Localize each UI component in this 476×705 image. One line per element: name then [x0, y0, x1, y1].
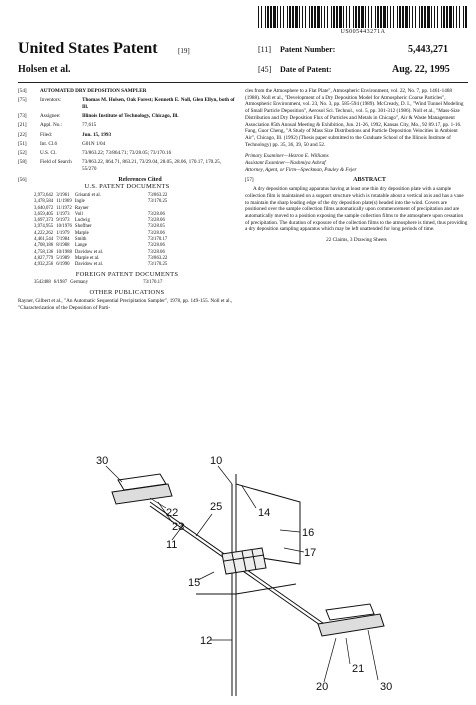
reference-cell: Shoffner [74, 224, 92, 230]
barcode-bar [465, 6, 467, 28]
base-arm-right [236, 584, 296, 594]
reference-cell: 73/28.05 [147, 224, 165, 230]
barcode-bar [273, 6, 276, 28]
biblio-row [18, 113, 236, 120]
abstract-text: A dry deposition sampling apparatus having at least one thin dry deposition plate with a sample collection film is maintained on a support structure which is rotatable about a vertical axis and has a vane to maintain the sharp leading edge of the dry deposition plate(s) headed into the wind. Covers are positioned over the sample collection films automatically upon commencement of precipitation and are automatically moved to a position exposing the sample collection films to the atmosphere upon cessation of precipitation. The duration of exposure of the collection films to the atmosphere is timed, thus providing a dry deposition sampling apparatus which may be left unattended for long periods of time. [245, 186, 468, 233]
reference-cell: 4,461,544 [34, 237, 54, 243]
figure-label: 23 [172, 521, 185, 533]
barcode-bar [424, 6, 426, 28]
reference-cell: 3,974,955 [34, 224, 54, 230]
biblio-label: Assignee: [40, 113, 61, 120]
patent-number-label: Patent Number: [280, 45, 336, 54]
other-pubs-left: Rayner, Gilbert et al., "An Automatic Sequential Precipitation Sampler", 1978, pp. 149-155. Noll et al., "Characterization of the Deposition of Parti- [18, 298, 233, 311]
patent-figure [0, 444, 476, 700]
figure-drawing [0, 444, 476, 700]
figure-label: 22 [166, 507, 179, 519]
biblio-code: [58] [18, 159, 27, 166]
figure-label: 25 [210, 501, 223, 513]
barcode-bar [353, 6, 354, 28]
right-column [245, 88, 468, 244]
barcode-bar [302, 6, 303, 28]
biblio-value: Jun. 15, 1993 [82, 131, 112, 138]
biblio-value: Thomas M. Holsen, Oak Forest; Kenneth E. Noll, Glen Ellyn, both of Ill. [82, 97, 235, 110]
biblio-value: AUTOMATED DRY DEPOSITION SAMPLER [40, 88, 147, 94]
figure-label: 11 [166, 539, 178, 551]
biblio-code: [22] [18, 131, 27, 138]
reference-cell: Davidow et al. [74, 262, 104, 268]
reference-cell: 73/28.06 [147, 249, 165, 255]
reference-cell: 8/1988 [56, 243, 70, 249]
reference-cell: 73/170.17 [143, 280, 163, 286]
barcode-bar [287, 6, 288, 28]
biblio-code: [21] [18, 122, 27, 129]
us-docs-heading: U.S. PATENT DOCUMENTS [84, 183, 170, 191]
reference-cell: 73/863.22 [147, 255, 168, 261]
barcode [258, 6, 468, 28]
barcode-bar [387, 6, 388, 28]
biblio-row [18, 97, 236, 110]
other-pubs-heading: OTHER PUBLICATIONS [89, 288, 165, 296]
reference-cell: 6/1990 [56, 262, 70, 268]
primary-examiner: Primary Examiner—Hezron E. Williams [245, 153, 329, 160]
figure-label: 16 [302, 527, 315, 539]
reference-cell: Voll [74, 211, 83, 217]
figure-label: 20 [316, 681, 329, 693]
figure-label: 30 [380, 681, 393, 693]
patent-date: Aug. 22, 1995 [392, 64, 450, 75]
attorney: Attorney, Agent, or Firm—Speckman, Pauley & Fejer [245, 166, 357, 173]
biblio-value: Illinois Institute of Technology, Chicago, Ill. [82, 113, 179, 120]
biblio-label: Filed: [40, 131, 53, 138]
barcode-bar [434, 6, 435, 28]
reference-cell: 11/1972 [56, 205, 72, 211]
reference-cell: 3,478,584 [34, 199, 54, 205]
barcode-bar [283, 6, 284, 28]
biblio-list [18, 88, 236, 173]
barcode-bar [377, 6, 379, 28]
reference-cell: 3542488 [34, 280, 51, 286]
barcode-bar [419, 6, 420, 28]
code-45: [45] [258, 65, 272, 74]
barcode-bar [333, 6, 335, 28]
barcode-bar [267, 6, 269, 28]
foreign-docs-heading: FOREIGN PATENT DOCUMENTS [75, 270, 179, 278]
barcode-bar [427, 6, 430, 28]
abstract-heading: ABSTRACT [353, 177, 386, 184]
barcode-bar [437, 6, 438, 28]
biblio-value: 73/863.22; 73/864.71; 73/28.05; 73/170.16 [82, 149, 172, 156]
date-label: Date of Patent: [280, 65, 332, 74]
reference-cell: Ludwig [74, 218, 90, 224]
foreign-docs-table [34, 280, 165, 286]
barcode-bar [402, 6, 404, 28]
code-19: [19] [178, 47, 190, 55]
barcode-bar [314, 6, 316, 28]
barcode-bar [443, 6, 445, 28]
barcode-bar [331, 6, 332, 28]
biblio-row [18, 132, 236, 139]
barcode-bar [380, 6, 382, 28]
barcode-bar [317, 6, 320, 28]
barcode-bar [365, 6, 366, 28]
abstract-code: [57] [245, 177, 254, 184]
reference-row [34, 280, 165, 286]
barcode-bar [431, 6, 432, 28]
barcode-bar [409, 6, 410, 28]
barcode-bar [258, 6, 259, 28]
other-pubs-right: cles from the Atmosphere to a Flat Plate", Atmospheric Environment, vol. 22, No. 7, pp. 1461-1468 (1988). Noll et al., "Development of a Dry Deposition Model for Atmospheric Coarse Particles", Atmospheric Environment, vol. 23, No. 3, pp. 585-594 (1989). McCready, D. I., "Wind Tunnel Modeling of Small Particle Deposition", Aerosol Sci. Technol., vol. 5, pp. 301-312 (1986). Noll et al., "Mass-Size Distribution and Dry Deposition Flux of Particles and Metals in Chicago", Air & Waste Management Association 85th Annual Meeting & Exhibition, Jun. 21-26, 1992, Kansas City, Mo., 92 89.17, pp. 1-16. Fang, Guor Cheng, "A Study of Mass Size Distributions and Particle Deposition Velocities in Ambient Air", Chicago, Ill. (1992) (Thesis paper submitted to the Graduate School of the Illinois Institute of Technology) pp. 35, 36, 39, 50 and 52. [245, 88, 464, 148]
barcode-bar [355, 6, 357, 28]
figure-label: 12 [200, 635, 213, 647]
barcode-bar [321, 6, 322, 28]
barcode-bar [463, 6, 464, 28]
barcode-bar [361, 6, 364, 28]
biblio-row [18, 88, 236, 95]
biblio-row [18, 122, 236, 129]
barcode-bar [261, 6, 262, 28]
figure-label: 10 [210, 455, 223, 467]
reference-cell: Davidow et al. [74, 249, 104, 255]
reference-row [34, 262, 170, 268]
biblio-label: U.S. Cl. [40, 149, 57, 156]
biblio-code: [52] [18, 149, 27, 156]
barcode-number: US005443271A [340, 29, 386, 35]
reference-cell: Lange [74, 243, 87, 249]
barcode-bar [421, 6, 423, 28]
figure-label: 14 [258, 507, 271, 519]
barcode-bar [368, 6, 369, 28]
patent-number: 5,443,271 [408, 44, 448, 55]
barcode-bar [289, 6, 291, 28]
biblio-code: [54] [18, 88, 27, 94]
barcode-bar [449, 6, 452, 28]
biblio-row [18, 141, 236, 148]
references-heading-row [18, 177, 236, 184]
barcode-bar [280, 6, 281, 28]
barcode-bar [446, 6, 448, 28]
reference-cell: 11/1969 [56, 199, 72, 205]
biblio-value: G01N 1/04 [82, 140, 106, 147]
reference-cell: 3,659,405 [34, 211, 54, 217]
reference-cell: 73/28.06 [147, 218, 165, 224]
reference-cell: 4,827,779 [34, 255, 54, 261]
biblio-value: 73/863.22, 864.71, 863.21, 73/29.04, 28.05, 28.06, 170.17, 170.25, 55/270 [82, 159, 222, 172]
reference-cell: 73/170.25 [147, 199, 168, 205]
barcode-bar [346, 6, 347, 28]
barcode-bar [339, 6, 342, 28]
reference-cell: 3,697,373 [34, 218, 54, 224]
barcode-bar [415, 6, 416, 28]
biblio-label: Appl. No.: [40, 122, 63, 129]
barcode-bar [277, 6, 278, 28]
barcode-bar [270, 6, 272, 28]
reference-cell: 7/1984 [56, 237, 70, 243]
barcode-bar [311, 6, 313, 28]
barcode-bar [459, 6, 460, 28]
barcode-bar [305, 6, 306, 28]
claims-summary: 22 Claims, 3 Drawing Sheets [326, 237, 387, 244]
barcode-bar [456, 6, 457, 28]
reference-cell: 73/28.06 [147, 230, 165, 236]
reference-cell: 4,932,256 [34, 262, 54, 268]
barcode-bar [295, 6, 298, 28]
figure-label: 21 [352, 663, 365, 675]
barcode-bar [390, 6, 391, 28]
barcode-bar [371, 6, 372, 28]
barcode-bar [292, 6, 294, 28]
reference-cell: 4,222,262 [34, 230, 54, 236]
header-divider [18, 82, 468, 83]
reference-cell: Ingle [74, 199, 85, 205]
barcode-bar [397, 6, 398, 28]
biblio-row [18, 150, 236, 157]
biblio-row [18, 159, 236, 172]
reference-cell: 4,758,136 [34, 249, 54, 255]
barcode-bar [393, 6, 394, 28]
abstract-heading-row [245, 177, 468, 184]
patent-office-title: United States Patent [18, 40, 158, 57]
figure-label: 17 [304, 547, 317, 559]
reference-cell: 3/1961 [56, 192, 70, 198]
barcode-bar [349, 6, 350, 28]
barcode-bar [441, 6, 442, 28]
reference-cell: 1/1979 [56, 230, 70, 236]
barcode-bar [453, 6, 454, 28]
reference-cell: 4,708,186 [34, 243, 54, 249]
reference-cell: 9/1973 [56, 218, 70, 224]
reference-cell: 5/1989 [56, 255, 70, 261]
reference-cell: Grisanti et al. [74, 192, 101, 198]
barcode-graphic [258, 6, 468, 28]
reference-cell: Marple et al. [74, 255, 100, 261]
biblio-code: [51] [18, 140, 27, 147]
barcode-bar [324, 6, 325, 28]
barcode-bar [375, 6, 376, 28]
biblio-value: 77,615 [82, 122, 97, 129]
biblio-block [18, 88, 236, 312]
barcode-bar [265, 6, 266, 28]
barcode-bar [343, 6, 344, 28]
biblio-label: Field of Search [40, 159, 72, 166]
barcode-bar [336, 6, 338, 28]
reference-cell: 3,640,072 [34, 205, 54, 211]
biblio-label: Inventors: [40, 97, 62, 104]
barcode-bar [358, 6, 360, 28]
barcode-bar [309, 6, 310, 28]
reference-cell: 10/1976 [56, 224, 72, 230]
barcode-bar [383, 6, 386, 28]
reference-cell: 1/1973 [56, 211, 70, 217]
figure-label: 30 [96, 455, 109, 467]
reference-cell: Rayner [74, 205, 89, 211]
references-heading: References Cited [118, 176, 162, 183]
biblio-code: [73] [18, 113, 27, 120]
code-11: [11] [258, 45, 272, 54]
reference-cell: 6/1987 [53, 280, 68, 286]
barcode-bar [299, 6, 300, 28]
inventor-short: Holsen et al. [18, 64, 71, 75]
us-docs-table [34, 193, 170, 269]
biblio-label: Int. Cl.6 [40, 140, 58, 147]
reference-cell: Marple [74, 230, 89, 236]
reference-cell: Smith [74, 237, 87, 243]
barcode-bar [327, 6, 328, 28]
reference-cell: 73/863.22 [147, 192, 168, 198]
reference-cell: 73/170.17 [147, 237, 168, 243]
reference-cell: 73/28.06 [147, 243, 165, 249]
reference-cell: Germany [70, 280, 88, 286]
biblio-code: [75] [18, 97, 27, 104]
reference-cell: 10/1988 [56, 249, 72, 255]
barcode-bar [399, 6, 401, 28]
assistant-examiner: Assistant Examiner—Nashmiya Ashraf [245, 160, 326, 167]
figure-label: 15 [188, 577, 201, 589]
ref-code: [56] [18, 176, 27, 183]
barcode-bar [405, 6, 408, 28]
barcode-bar [412, 6, 413, 28]
reference-cell: 73/28.06 [147, 211, 165, 217]
reference-cell: 73/170.25 [147, 262, 168, 268]
reference-cell: 2,973,642 [34, 192, 54, 198]
